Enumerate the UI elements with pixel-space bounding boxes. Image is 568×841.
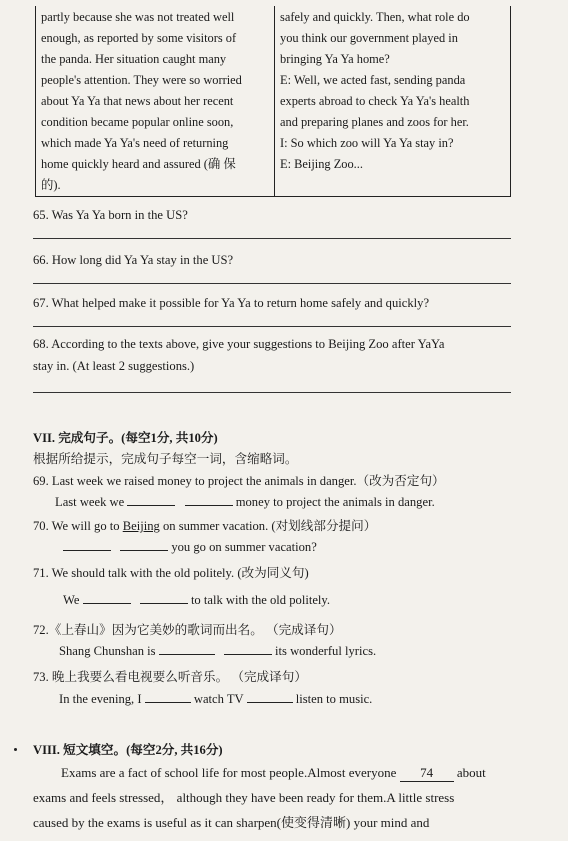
blank-number: 74 xyxy=(420,765,434,780)
passage-line: people's attention. They were so worried xyxy=(41,73,242,87)
passage-line-2: exams and feels stressed， although they have been ready for them.A little stress xyxy=(33,790,455,805)
q72-text-b: its wonderful lyrics. xyxy=(275,644,377,658)
q73-text-a: In the evening, I xyxy=(59,692,142,706)
question-66: 66. How long did Ya Ya stay in the US? xyxy=(33,253,234,267)
passage-line: you think our government played in xyxy=(280,31,458,45)
section-7-instruction: 根据所给提示，完成句子每空一词，含缩略词。 xyxy=(33,452,298,466)
blank-72-1[interactable] xyxy=(159,642,215,655)
question-72-answer xyxy=(59,642,376,659)
passage-line: 的). xyxy=(41,178,61,192)
answer-line-67[interactable] xyxy=(33,326,511,327)
q73-text-b: watch TV xyxy=(193,692,244,706)
question-72: 72.《上春山》因为它美妙的歌词而出名。 （完成译句） xyxy=(33,623,342,637)
section-8-title: VIII. 短文填空。(每空2分, 共16分) xyxy=(33,743,223,757)
q70-text-a: you go on summer vacation? xyxy=(171,540,317,554)
question-71: 71. We should talk with the old politely. (改为同义句) xyxy=(33,566,309,580)
blank-71-2[interactable] xyxy=(140,591,188,604)
question-70 xyxy=(33,515,376,534)
passage-line: E: Beijing Zoo... xyxy=(280,157,363,171)
passage-line: enough, as reported by some visitors of xyxy=(41,31,237,45)
q72-text-a: Shang Chunshan is xyxy=(59,644,156,658)
q71-text-a: We xyxy=(63,593,80,607)
blank-70-1[interactable] xyxy=(63,538,111,551)
q70-underlined-word: Beijing xyxy=(122,519,160,533)
blank-70-2[interactable] xyxy=(120,538,168,551)
section-7-title: VII. 完成句子。(每空1分, 共10分) xyxy=(33,431,218,445)
passage-line: condition became popular online soon, xyxy=(41,115,234,129)
question-71-answer xyxy=(63,591,330,608)
passage-left-column xyxy=(36,6,275,197)
blank-73-2[interactable] xyxy=(247,690,293,703)
question-68-line1: 68. According to the texts above, give your suggestions to Beijing Zoo after YaYa xyxy=(33,337,445,351)
question-68-line2: stay in. (At least 2 suggestions.) xyxy=(33,359,195,373)
section-8-passage xyxy=(33,760,548,835)
blank-71-1[interactable] xyxy=(83,591,131,604)
passage-line: and preparing planes and zoos for her. xyxy=(280,115,469,129)
answer-line-68[interactable] xyxy=(33,392,511,393)
q69-text-b: money to project the animals in danger. xyxy=(235,495,435,509)
blank-73-1[interactable] xyxy=(145,690,191,703)
question-73-answer xyxy=(59,690,372,707)
q70-text-post: on summer vacation. (对划线部分提问） xyxy=(159,519,377,533)
passage-text: Exams are a fact of school life for most people.Almost everyone xyxy=(61,765,397,780)
passage-text: about xyxy=(456,765,486,780)
passage-line: about Ya Ya that news about her recent xyxy=(41,94,234,108)
passage-line: partly because she was not treated well xyxy=(41,10,235,24)
passage-line: E: Well, we acted fast, sending panda xyxy=(280,73,466,87)
passage-table xyxy=(35,6,511,197)
q70-text-pre: 70. We will go to xyxy=(33,519,123,533)
blank-69-1[interactable] xyxy=(127,493,175,506)
question-70-answer xyxy=(63,538,317,555)
passage-line: bringing Ya Ya home? xyxy=(280,52,390,66)
passage-right-column xyxy=(275,6,511,197)
blank-72-2[interactable] xyxy=(224,642,272,655)
answer-line-66[interactable] xyxy=(33,283,511,284)
passage-line: home quickly heard and assured (确 保 xyxy=(41,157,236,171)
q71-text-b: to talk with the old politely. xyxy=(190,593,331,607)
margin-dot xyxy=(14,748,17,751)
q73-text-c: listen to music. xyxy=(295,692,373,706)
passage-line-3: caused by the exams is useful as it can sharpen(使变得清晰) your mind and xyxy=(33,815,430,830)
answer-line-65[interactable] xyxy=(33,238,511,239)
question-69-answer xyxy=(55,493,435,510)
passage-line-1 xyxy=(33,760,548,785)
question-65: 65. Was Ya Ya born in the US? xyxy=(33,208,188,222)
question-69: 69. Last week we raised money to project the animals in danger.（改为否定句） xyxy=(33,474,445,488)
blank-69-2[interactable] xyxy=(185,493,233,506)
passage-line: which made Ya Ya's need of returning xyxy=(41,136,229,150)
q69-text-a: Last week we xyxy=(55,495,125,509)
question-67: 67. What helped make it possible for Ya Ya to return home safely and quickly? xyxy=(33,296,430,310)
passage-line: experts abroad to check Ya Ya's health xyxy=(280,94,470,108)
question-73: 73. 晚上我要么看电视要么听音乐。 （完成译句） xyxy=(33,670,307,684)
blank-74[interactable] xyxy=(400,765,454,782)
passage-line: the panda. Her situation caught many xyxy=(41,52,227,66)
passage-line: I: So which zoo will Ya Ya stay in? xyxy=(280,136,454,150)
passage-line: safely and quickly. Then, what role do xyxy=(280,10,470,24)
